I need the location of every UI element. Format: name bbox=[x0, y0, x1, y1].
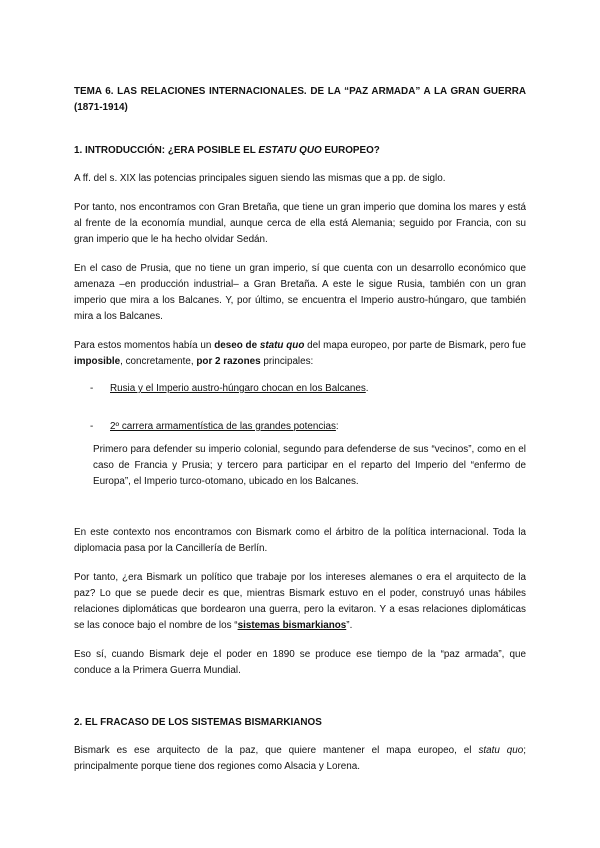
section-2-paragraph-1: Bismark es ese arquitecto de la paz, que quiere mantener el mapa europeo, el statu quo; principalmente porque tiene dos regiones como Alsacia y Lorena. bbox=[74, 745, 527, 772]
bullet-item-2: - 2º carrera armamentística de las grandes potencias: bbox=[90, 421, 339, 432]
paragraph-6: En este contexto nos encontramos con Bismark como el árbitro de la política internacional. Toda la diplomacia pasa por la Cancillería de Berlín. bbox=[74, 527, 526, 554]
document-body bbox=[74, 84, 526, 775]
paragraph-2: Por tanto, nos encontramos con Gran Bretaña, que tiene un gran imperio que domina los mares y está al frente de la economía mundial, aunque cerca de ella está Alemania; seguido por Francia, con su gran imperio que le ha hecho olvidar Sedán. bbox=[74, 202, 526, 245]
section-2-heading: 2. EL FRACASO DE LOS SISTEMAS BISMARKIANOS bbox=[74, 717, 322, 728]
section-1-heading bbox=[74, 143, 526, 159]
paragraph-3: En el caso de Prusia, que no tiene un gran imperio, sí que cuenta con un desarrollo económico que amenaza –en producción industrial– a Gran Bretaña. A este le sigue Rusia, también con un gran imperio que mira a los Balcanes. Y, por último, se encuentra el Imperio austro-húngaro, que también mira a los Balcanes. bbox=[74, 263, 526, 322]
heading-text: 1. INTRODUCCIÓN: ¿ERA POSIBLE EL bbox=[74, 145, 259, 156]
heading-italic-text: ESTATU QUO bbox=[258, 145, 322, 156]
bullet-item-1: - Rusia y el Imperio austro-húngaro chocan en los Balcanes. bbox=[90, 383, 369, 394]
paragraph-4: Para estos momentos había un deseo de statu quo del mapa europeo, por parte de Bismark, pero fue imposible, concretamente, por 2 razones principales: bbox=[74, 340, 526, 367]
heading-text-end: EUROPEO? bbox=[321, 145, 380, 156]
paragraph-7: Por tanto, ¿era Bismark un político que trabaje por los intereses alemanes o era el arquitecto de la paz? Lo que se puede decir es que, mientras Bismark estuvo en el poder, construyó unas hábiles relaciones diplomáticas que bordearon una guerra, pero la evitaron. Y a esas relaciones diplomáticas se las conoce bajo el nombre de los “sistemas bismarkianos”. bbox=[74, 572, 526, 631]
paragraph-8: Eso sí, cuando Bismark deje el poder en 1890 se produce ese tiempo de la “paz armada”, que conduce a la Primera Guerra Mundial. bbox=[74, 649, 526, 676]
document-title: TEMA 6. LAS RELACIONES INTERNACIONALES. DE LA “PAZ ARMADA” A LA GRAN GUERRA (1871-1914) bbox=[74, 86, 526, 113]
paragraph-1: A ff. del s. XIX las potencias principales siguen siendo las mismas que a pp. de siglo. bbox=[74, 173, 446, 184]
paragraph-5: Primero para defender su imperio colonial, segundo para defenderse de sus “vecinos”, como en el caso de Francia y Prusia; y tercero para participar en el reparto del Imperio del “enfermo de Europa”, el Imperio turco-otomano, ubicado en los Balcanes. bbox=[93, 444, 526, 487]
